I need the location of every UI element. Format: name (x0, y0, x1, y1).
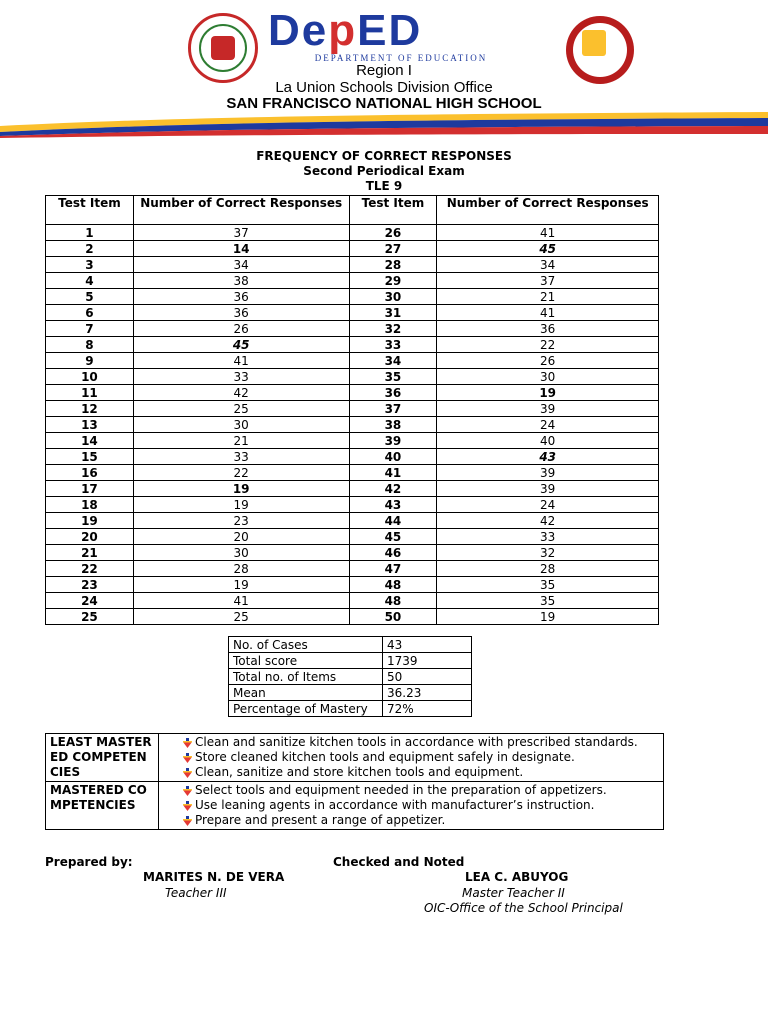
competency-item (183, 735, 659, 750)
summary-row (229, 701, 472, 717)
test-item-cell: 29 (349, 273, 437, 289)
test-item-cell: 40 (349, 449, 437, 465)
table-row (46, 257, 659, 273)
correct-responses-cell: 36 (133, 289, 349, 305)
correct-responses-cell: 25 (133, 401, 349, 417)
summary-label: Mean (229, 685, 383, 701)
correct-responses-cell: 33 (437, 529, 659, 545)
test-item-cell: 44 (349, 513, 437, 529)
correct-responses-cell: 24 (437, 417, 659, 433)
logo-subtitle: DEPARTMENT OF EDUCATION (314, 53, 488, 63)
correct-responses-cell: 42 (437, 513, 659, 529)
correct-responses-cell: 37 (437, 273, 659, 289)
competency-item (183, 813, 659, 828)
test-item-cell: 7 (46, 321, 134, 337)
correct-responses-cell: 26 (437, 353, 659, 369)
column-header: Test Item (46, 196, 134, 225)
table-row (46, 337, 659, 353)
test-item-cell: 25 (46, 609, 134, 625)
correct-responses-cell: 30 (133, 545, 349, 561)
mastered-label: MASTERED COMPETENCIES (46, 782, 159, 830)
summary-label: No. of Cases (229, 637, 383, 653)
report-title: FREQUENCY OF CORRECT RESPONSES (256, 149, 512, 163)
region-label: Region I (356, 62, 412, 79)
table-row (46, 449, 659, 465)
column-header: Test Item (349, 196, 437, 225)
correct-responses-cell: 39 (437, 465, 659, 481)
test-item-cell: 50 (349, 609, 437, 625)
test-item-cell: 48 (349, 593, 437, 609)
logo-word-a: De (268, 6, 329, 55)
correct-responses-cell: 28 (437, 561, 659, 577)
checked-by-label: Checked and Noted (333, 855, 465, 869)
test-item-cell: 3 (46, 257, 134, 273)
least-mastered-list (163, 735, 659, 780)
header-color-stripes (0, 112, 768, 138)
summary-label: Total score (229, 653, 383, 669)
test-item-cell: 14 (46, 433, 134, 449)
deped-logo (268, 7, 534, 67)
checked-by-title: Master Teacher II (462, 886, 565, 900)
table-row (46, 273, 659, 289)
test-item-cell: 2 (46, 241, 134, 257)
test-item-cell: 48 (349, 577, 437, 593)
competency-text: Clean and sanitize kitchen tools in accordance with prescribed standards. (195, 735, 638, 749)
correct-responses-cell: 33 (133, 369, 349, 385)
test-item-cell: 13 (46, 417, 134, 433)
test-item-cell: 20 (46, 529, 134, 545)
summary-row (229, 637, 472, 653)
correct-responses-cell: 22 (437, 337, 659, 353)
correct-responses-cell: 21 (133, 433, 349, 449)
logo-word-b: p (328, 6, 358, 55)
test-item-cell: 35 (349, 369, 437, 385)
correct-responses-cell: 41 (133, 353, 349, 369)
table-row (46, 609, 659, 625)
correct-responses-cell: 28 (133, 561, 349, 577)
least-mastered-row (46, 734, 664, 782)
correct-responses-cell: 37 (133, 225, 349, 241)
prepared-by-label: Prepared by: (45, 855, 133, 869)
competency-text: Prepare and present a range of appetizer. (195, 813, 446, 827)
table-row (46, 577, 659, 593)
prepared-by-name: MARITES N. DE VERA (143, 870, 285, 884)
correct-responses-cell: 43 (437, 449, 659, 465)
competency-text: Clean, sanitize and store kitchen tools and equipment. (195, 765, 524, 779)
correct-responses-cell: 22 (133, 465, 349, 481)
test-item-cell: 28 (349, 257, 437, 273)
test-item-cell: 46 (349, 545, 437, 561)
correct-responses-cell: 26 (133, 321, 349, 337)
table-row (46, 417, 659, 433)
summary-row (229, 669, 472, 685)
table-row (46, 401, 659, 417)
test-item-cell: 10 (46, 369, 134, 385)
column-header: Number of Correct Responses (437, 196, 659, 225)
summary-value: 43 (383, 637, 472, 653)
summary-label: Total no. of Items (229, 669, 383, 685)
least-mastered-label: LEAST MASTERED COMPETENCIES (46, 734, 159, 782)
correct-responses-cell: 41 (133, 593, 349, 609)
correct-responses-cell: 30 (133, 417, 349, 433)
summary-row (229, 685, 472, 701)
test-item-cell: 1 (46, 225, 134, 241)
test-item-cell: 47 (349, 561, 437, 577)
test-item-cell: 5 (46, 289, 134, 305)
summary-value: 72% (383, 701, 472, 717)
competency-item (183, 765, 659, 780)
column-header: Number of Correct Responses (133, 196, 349, 225)
correct-responses-cell: 38 (133, 273, 349, 289)
test-item-cell: 23 (46, 577, 134, 593)
test-item-cell: 4 (46, 273, 134, 289)
competency-text: Use leaning agents in accordance with manufacturer’s instruction. (195, 798, 595, 812)
table-row (46, 433, 659, 449)
correct-responses-cell: 34 (133, 257, 349, 273)
test-item-cell: 18 (46, 497, 134, 513)
table-row (46, 305, 659, 321)
test-item-cell: 6 (46, 305, 134, 321)
correct-responses-cell: 32 (437, 545, 659, 561)
correct-responses-cell: 45 (133, 337, 349, 353)
checked-by-office: OIC-Office of the School Principal (424, 901, 623, 915)
test-item-cell: 33 (349, 337, 437, 353)
competency-item (183, 750, 659, 765)
correct-responses-cell: 39 (437, 401, 659, 417)
correct-responses-cell: 21 (437, 289, 659, 305)
summary-value: 36.23 (383, 685, 472, 701)
division-label: La Union Schools Division Office (275, 79, 493, 96)
test-item-cell: 32 (349, 321, 437, 337)
mastered-row (46, 782, 664, 830)
test-item-cell: 38 (349, 417, 437, 433)
test-item-cell: 17 (46, 481, 134, 497)
correct-responses-cell: 19 (133, 497, 349, 513)
correct-responses-cell: 35 (437, 593, 659, 609)
correct-responses-cell: 23 (133, 513, 349, 529)
competency-item (183, 798, 659, 813)
subject-title: TLE 9 (365, 179, 403, 193)
test-item-cell: 8 (46, 337, 134, 353)
table-row (46, 593, 659, 609)
exam-title: Second Periodical Exam (303, 164, 465, 178)
correct-responses-cell: 36 (437, 321, 659, 337)
test-item-cell: 30 (349, 289, 437, 305)
table-row (46, 385, 659, 401)
test-item-cell: 31 (349, 305, 437, 321)
table-row (46, 497, 659, 513)
correct-responses-cell: 34 (437, 257, 659, 273)
correct-responses-cell: 41 (437, 225, 659, 241)
checked-by-name: LEA C. ABUYOG (465, 870, 569, 884)
test-item-cell: 37 (349, 401, 437, 417)
test-item-cell: 39 (349, 433, 437, 449)
correct-responses-cell: 19 (133, 577, 349, 593)
test-item-cell: 27 (349, 241, 437, 257)
table-row (46, 353, 659, 369)
prepared-by-title: Teacher III (165, 886, 227, 900)
summary-value: 1739 (383, 653, 472, 669)
correct-responses-cell: 19 (437, 609, 659, 625)
table-row (46, 369, 659, 385)
test-item-cell: 43 (349, 497, 437, 513)
test-item-cell: 19 (46, 513, 134, 529)
table-row (46, 513, 659, 529)
correct-responses-cell: 42 (133, 385, 349, 401)
table-row (46, 481, 659, 497)
summary-row (229, 653, 472, 669)
correct-responses-cell: 35 (437, 577, 659, 593)
test-item-cell: 15 (46, 449, 134, 465)
test-item-cell: 45 (349, 529, 437, 545)
test-item-cell: 41 (349, 465, 437, 481)
summary-value: 50 (383, 669, 472, 685)
test-item-cell: 36 (349, 385, 437, 401)
correct-responses-cell: 19 (437, 385, 659, 401)
frequency-table (45, 195, 659, 625)
competency-text: Select tools and equipment needed in the preparation of appetizers. (195, 783, 607, 797)
correct-responses-cell: 45 (437, 241, 659, 257)
test-item-cell: 42 (349, 481, 437, 497)
correct-responses-cell: 25 (133, 609, 349, 625)
test-item-cell: 26 (349, 225, 437, 241)
table-row (46, 465, 659, 481)
test-item-cell: 11 (46, 385, 134, 401)
test-item-cell: 22 (46, 561, 134, 577)
table-row (46, 561, 659, 577)
correct-responses-cell: 33 (133, 449, 349, 465)
summary-table (228, 636, 472, 717)
table-header-row (46, 196, 659, 225)
correct-responses-cell: 20 (133, 529, 349, 545)
correct-responses-cell: 19 (133, 481, 349, 497)
correct-responses-cell: 24 (437, 497, 659, 513)
test-item-cell: 21 (46, 545, 134, 561)
test-item-cell: 12 (46, 401, 134, 417)
school-name: SAN FRANCISCO NATIONAL HIGH SCHOOL (226, 95, 542, 112)
correct-responses-cell: 36 (133, 305, 349, 321)
logo-word-c: ED (357, 6, 423, 55)
correct-responses-cell: 14 (133, 241, 349, 257)
correct-responses-cell: 30 (437, 369, 659, 385)
summary-label: Percentage of Mastery (229, 701, 383, 717)
test-item-cell: 34 (349, 353, 437, 369)
correct-responses-cell: 39 (437, 481, 659, 497)
correct-responses-cell: 41 (437, 305, 659, 321)
correct-responses-cell: 40 (437, 433, 659, 449)
table-row (46, 289, 659, 305)
table-row (46, 241, 659, 257)
competency-item (183, 783, 659, 798)
table-row (46, 529, 659, 545)
test-item-cell: 24 (46, 593, 134, 609)
competencies-table (45, 733, 664, 830)
table-row (46, 321, 659, 337)
table-row (46, 225, 659, 241)
test-item-cell: 16 (46, 465, 134, 481)
mastered-list (163, 783, 659, 828)
test-item-cell: 9 (46, 353, 134, 369)
table-row (46, 545, 659, 561)
competency-text: Store cleaned kitchen tools and equipment safely in designate. (195, 750, 575, 764)
